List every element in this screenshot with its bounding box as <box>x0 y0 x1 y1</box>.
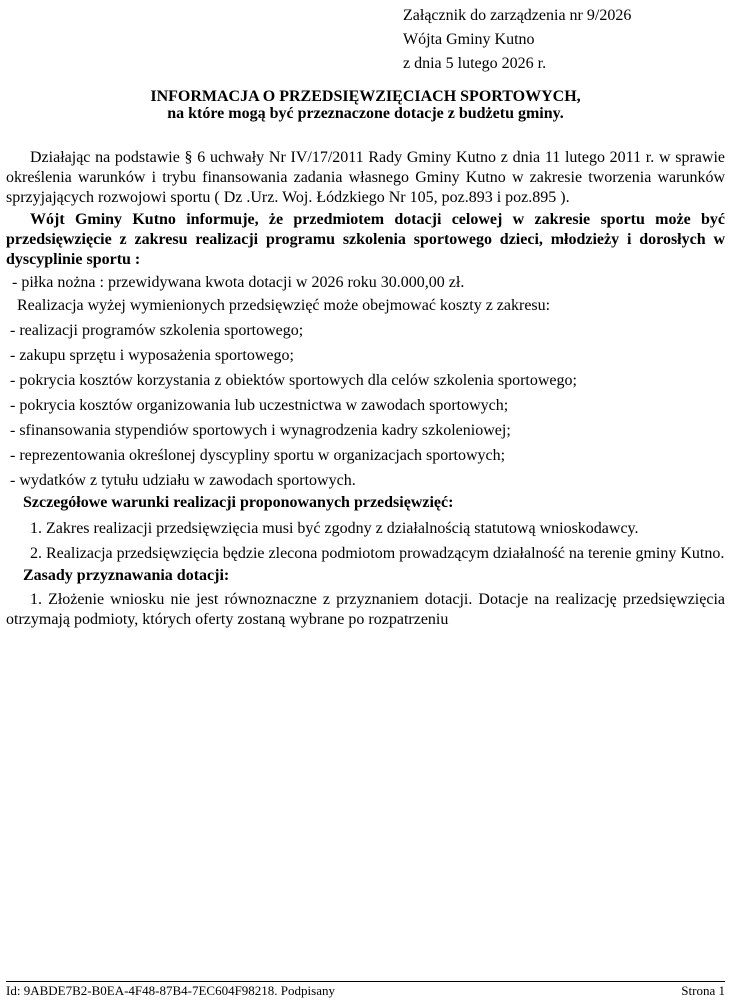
conditions-item-2: 2. Realizacja przedsięwzięcia będzie zlecona podmiotom prowadzącym działalność na terenie gminy Kutno. <box>30 545 725 562</box>
paragraph-legal-basis: Działając na podstawie § 6 uchwały Nr IV/17/2011 Rady Gminy Kutno z dnia 11 lutego 2011 r. w sprawie określenia warunków i trybu finansowania zadania własnego Gminy Kutno w zakresie tworzenia warunków sprzyjających rozwojowi sportu ( Dz .Urz. Woj. Łódzkiego Nr 105, poz.893 i poz.895 ). <box>6 149 725 206</box>
document-title <box>6 88 725 122</box>
cost-item-6: - reprezentowania określonej dyscypliny sportu w organizacjach sportowych; <box>10 447 506 464</box>
footer-document-id: Id: 9ABDE7B2-B0EA-4F48-87B4-7EC604F98218. Podpisany <box>6 983 335 998</box>
cost-item-1: - realizacji programów szkolenia sportowego; <box>10 322 304 339</box>
page-footer <box>6 981 725 998</box>
document-title-line-2: na które mogą być przeznaczone dotacje z budżetu gminy. <box>167 105 564 122</box>
rules-heading: Zasady przyznawania dotacji: <box>23 567 230 584</box>
paragraph-announcement: Wójt Gminy Kutno informuje, że przedmiotem dotacji celowej w zakresie sportu może być przedsięwzięcie z zakresu realizacji programu szkolenia sportowego dzieci, młodzieży i dorosłych w dyscyplinie sportu : <box>6 211 725 268</box>
cost-item-7: - wydatków z tytułu udziału w zawodach sportowych. <box>10 472 356 489</box>
cost-item-4: - pokrycia kosztów organizowania lub uczestnictwa w zawodach sportowych; <box>10 397 509 414</box>
document-title-line-1: INFORMACJA O PRZEDSIĘWZIĘCIACH SPORTOWYCH, <box>150 88 581 105</box>
cost-item-3: - pokrycia kosztów korzystania z obiektów sportowych dla celów szkolenia sportowego; <box>10 372 577 389</box>
attachment-header <box>403 4 725 76</box>
discipline-line: - piłka nożna : przewidywana kwota dotacji w 2026 roku 30.000,00 zł. <box>12 274 465 291</box>
cost-item-5: - sfinansowania stypendiów sportowych i wynagrodzenia kadry szkoleniowej; <box>10 422 511 439</box>
attachment-line-2: Wójta Gminy Kutno <box>403 31 535 48</box>
footer-page-number: Strona 1 <box>681 983 725 998</box>
cost-item-2: - zakupu sprzętu i wyposażenia sportowego; <box>10 347 294 364</box>
cost-items-list <box>6 321 725 491</box>
attachment-line-3: z dnia 5 lutego 2026 r. <box>403 55 547 72</box>
costs-intro-line: Realizacja wyżej wymienionych przedsięwzięć może obejmować koszty z zakresu: <box>17 297 551 314</box>
rules-item-1: 1. Złożenie wniosku nie jest równoznaczne z przyznaniem dotacji. Dotacje na realizację przedsięwzięcia otrzymają podmioty, których oferty zostaną wybrane po rozpatrzeniu <box>6 591 725 628</box>
conditions-item-1: 1. Zakres realizacji przedsięwzięcia musi być zgodny z działalnością statutową wnioskodawcy. <box>30 520 639 537</box>
attachment-line-1: Załącznik do zarządzenia nr 9/2026 <box>403 7 632 24</box>
conditions-heading: Szczegółowe warunki realizacji proponowanych przedsięwzięć: <box>23 494 454 511</box>
